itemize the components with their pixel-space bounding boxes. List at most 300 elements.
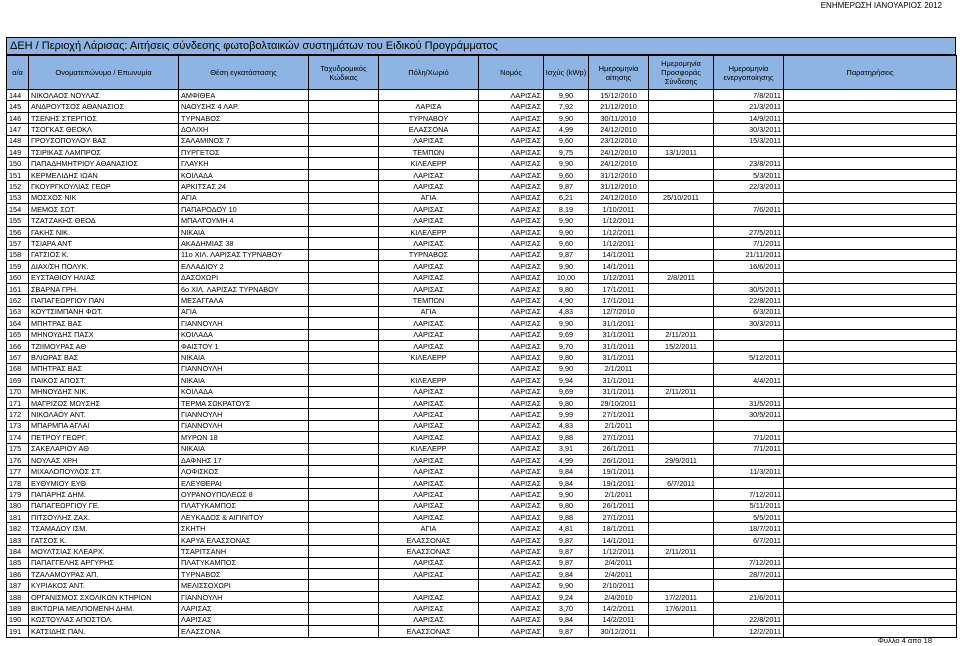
table-cell [309, 375, 379, 386]
table-cell [649, 238, 714, 249]
table-cell: 2/1/2011 [589, 420, 649, 431]
table-cell: ΛΕΥΚΑΔΟΣ & ΑΙΓΙΝΙΤΟΥ [179, 512, 309, 523]
table-cell: 2/8/2011 [649, 272, 714, 283]
table-cell: ΛΑΡΙΣΑΣ [479, 352, 544, 363]
table-cell: ΠΑΠΑΓΕΩΡΓΙΟΥ ΓΕ. [29, 500, 179, 511]
table-cell [784, 238, 957, 249]
table-cell: 15/12/2010 [589, 90, 649, 101]
table-cell: ΚΙΛΕΛΕΡΡ [379, 226, 479, 237]
table-cell: ΠΑΠΑΔΗΜΗΤΡΙΟΥ ΑΘΑΝΑΣΙΟΣ [29, 158, 179, 169]
table-cell [649, 534, 714, 545]
table-cell: ΝΑΟΥΣΗΣ 4 ΛΑΡ. [179, 101, 309, 112]
table-cell: ΓΑΤΣΟΣ Κ. [29, 534, 179, 545]
table-cell: 9,80 [544, 283, 589, 294]
table-cell: 7/1/2011 [714, 238, 784, 249]
table-cell: 18/1/2011 [589, 523, 649, 534]
table-cell: 17/2/2011 [649, 591, 714, 602]
table-cell: ΛΑΡΙΣΑΣ [179, 614, 309, 625]
table-cell: 174 [7, 432, 29, 443]
table-cell: ΝΙΚΑΙΑ [179, 443, 309, 454]
table-cell: ΛΑΡΙΣΑΣ [479, 409, 544, 420]
table-cell [309, 124, 379, 135]
update-note: ΕΝΗΜΕΡΩΣΗ ΙΑΝΟΥΑΡΙΟΣ 2012 [820, 1, 942, 10]
table-cell: ΚΙΛΕΛΕΡΡ [379, 352, 479, 363]
table-cell: ΚΙΛΕΛΕΡΡ [379, 443, 479, 454]
table-cell: 1/12/2011 [589, 215, 649, 226]
table-cell [649, 397, 714, 408]
table-cell: ΛΑΡΙΣΑΣ [479, 112, 544, 123]
table-cell: 25/10/2011 [649, 192, 714, 203]
table-cell [649, 500, 714, 511]
table-cell: ΛΑΡΙΣΑΣ [479, 512, 544, 523]
table-row [7, 238, 957, 249]
table-cell: 26/1/2011 [589, 443, 649, 454]
table-cell: 162 [7, 295, 29, 306]
table-cell: 150 [7, 158, 29, 169]
table-cell: ΛΑΡΙΣΑΣ [479, 261, 544, 272]
table-row [7, 90, 957, 101]
table-cell: ΛΑΡΙΣΑΣ [479, 226, 544, 237]
table-cell: 7/6/2011 [714, 204, 784, 215]
table-cell: ΛΑΡΙΣΑΣ [479, 420, 544, 431]
table-cell: 1/12/2011 [589, 546, 649, 557]
table-cell [309, 420, 379, 431]
table-row [7, 329, 957, 340]
table-cell: ΛΑΡΙΣΑΣ [479, 375, 544, 386]
table-row [7, 363, 957, 374]
table-cell: 27/1/2011 [589, 409, 649, 420]
table-cell: 7/1/2011 [714, 432, 784, 443]
table-cell [784, 249, 957, 260]
table-cell: ΛΑΡΙΣΑΣ [379, 489, 479, 500]
table-cell [309, 295, 379, 306]
table-cell: 148 [7, 135, 29, 146]
table-cell: ΜΠΗΤΡΑΣ ΒΑΣ [29, 363, 179, 374]
table-cell: 12/7/2010 [589, 306, 649, 317]
table-cell [649, 135, 714, 146]
table-cell: 190 [7, 614, 29, 625]
applications-table [6, 55, 957, 638]
table-cell [784, 420, 957, 431]
table-cell [784, 614, 957, 625]
table-cell: 31/1/2011 [589, 352, 649, 363]
table-cell: ΔΑΦΝΗΣ 17 [179, 455, 309, 466]
table-cell: 14/1/2011 [589, 534, 649, 545]
table-cell: 24/12/2010 [589, 147, 649, 158]
table-cell [309, 283, 379, 294]
table-cell [649, 626, 714, 637]
table-cell: ΦΑΙΣΤΟΥ 1 [179, 340, 309, 351]
table-cell: 29/10/2011 [589, 397, 649, 408]
table-cell [784, 397, 957, 408]
table-row [7, 215, 957, 226]
table-cell [784, 386, 957, 397]
table-cell [309, 455, 379, 466]
table-cell: ΝΟΥΛΑΣ ΧΡΗ [29, 455, 179, 466]
table-cell [309, 603, 379, 614]
column-header: α/α [7, 56, 29, 90]
table-cell: ΛΑΡΙΣΑΣ [479, 158, 544, 169]
column-header: Ταχυδρομικός Κώδικας [309, 56, 379, 90]
table-row [7, 112, 957, 123]
table-cell [379, 90, 479, 101]
table-cell: ΤΥΡΝΑΒΟΣ [179, 112, 309, 123]
table-cell: 5/5/2011 [714, 512, 784, 523]
table-cell: 27/1/2011 [589, 432, 649, 443]
table-cell [309, 352, 379, 363]
table-cell [649, 569, 714, 580]
table-cell: ΛΑΡΙΣΑΣ [479, 557, 544, 568]
table-cell: ΛΑΡΙΣΑΣ [479, 192, 544, 203]
table-cell: ΛΑΡΙΣΑΣ [379, 261, 479, 272]
table-row [7, 181, 957, 192]
table-cell: 1/10/2011 [589, 204, 649, 215]
column-header: Ονοματεπώνυμο / Επωνυμία [29, 56, 179, 90]
table-cell: 7,92 [544, 101, 589, 112]
table-cell: ΔΙΑΧ/ΣΗ ΠΟΛΥΚ. [29, 261, 179, 272]
table-cell [309, 226, 379, 237]
table-cell: ΛΑΡΙΣΑΣ [379, 409, 479, 420]
table-cell: 31/1/2011 [589, 375, 649, 386]
table-cell: 9,87 [544, 557, 589, 568]
table-cell [309, 261, 379, 272]
table-cell [784, 455, 957, 466]
table-cell: 9,88 [544, 432, 589, 443]
table-cell: 9,90 [544, 318, 589, 329]
table-cell: 184 [7, 546, 29, 557]
table-cell [309, 523, 379, 534]
table-cell [714, 363, 784, 374]
table-cell: 6/7/2011 [649, 477, 714, 488]
table-cell: 189 [7, 603, 29, 614]
table-cell [309, 204, 379, 215]
table-row [7, 569, 957, 580]
table-cell [309, 363, 379, 374]
table-cell: ΓΡΟΥΣΟΠΟΥΛΟΥ ΒΑΣ [29, 135, 179, 146]
table-row [7, 626, 957, 637]
table-cell: ΛΑΡΙΣΑΣ [479, 569, 544, 580]
table-cell: 166 [7, 340, 29, 351]
table-cell [784, 101, 957, 112]
table-cell [379, 580, 479, 591]
table-cell: ΛΑΡΙΣΑΣ [479, 489, 544, 500]
table-cell: ΤΥΡΝΑΒΟΣ [179, 569, 309, 580]
table-cell [714, 386, 784, 397]
table-row [7, 272, 957, 283]
table-cell: ΕΛΕΥΘΕΡΑΙ [179, 477, 309, 488]
table-cell: 9,87 [544, 534, 589, 545]
table-cell [784, 158, 957, 169]
table-cell: 9,24 [544, 591, 589, 602]
table-cell: 2/1/2011 [589, 489, 649, 500]
table-cell: 9,99 [544, 409, 589, 420]
table-cell: ΠΑΙΚΟΣ ΑΠΟΣΤ. [29, 375, 179, 386]
table-cell: 159 [7, 261, 29, 272]
table-cell: 178 [7, 477, 29, 488]
table-cell: ΛΑΡΙΣΑΣ [379, 432, 479, 443]
table-cell: 3,91 [544, 443, 589, 454]
table-cell: 9,80 [544, 352, 589, 363]
table-cell: 2/1/2011 [589, 363, 649, 374]
table-cell: ΜΟΥΛΤΣΙΑΣ ΚΛΕΑΡΧ. [29, 546, 179, 557]
table-cell [309, 249, 379, 260]
table-cell: 4,99 [544, 124, 589, 135]
table-cell: ΚΟΙΛΑΔΑ [179, 169, 309, 180]
table-cell: 154 [7, 204, 29, 215]
table-cell [309, 477, 379, 488]
table-cell: 9,90 [544, 489, 589, 500]
table-cell: 24/12/2010 [589, 192, 649, 203]
table-cell [784, 603, 957, 614]
table-cell: 28/7/2011 [714, 569, 784, 580]
table-cell [714, 420, 784, 431]
table-cell [309, 569, 379, 580]
table-cell: ΛΑΡΙΣΑΣ [479, 626, 544, 637]
table-cell: 170 [7, 386, 29, 397]
table-cell [714, 272, 784, 283]
table-cell: ΤΣΕΝΗΣ ΣΤΕΡΓΙΟΣ [29, 112, 179, 123]
table-cell: ΤΣΙΡΙΚΑΣ ΛΑΜΠΡΟΣ [29, 147, 179, 158]
table-cell: ΚΟΙΛΑΔΑ [179, 386, 309, 397]
table-cell [309, 318, 379, 329]
table-cell [649, 226, 714, 237]
table-cell: 168 [7, 363, 29, 374]
table-cell: 14/2/2011 [589, 603, 649, 614]
table-cell: 14/1/2011 [589, 261, 649, 272]
table-cell: ΛΑΡΙΣΑΣ [479, 340, 544, 351]
table-cell: 30/3/2011 [714, 124, 784, 135]
table-cell: 9,60 [544, 169, 589, 180]
table-cell [309, 500, 379, 511]
table-cell: ΜΕΛΙΣΣΟΧΩΡΙ [179, 580, 309, 591]
table-cell [309, 614, 379, 625]
table-cell: 9,84 [544, 477, 589, 488]
table-cell: 4,83 [544, 420, 589, 431]
table-cell: 22/8/2011 [714, 295, 784, 306]
table-cell: 172 [7, 409, 29, 420]
table-cell [649, 318, 714, 329]
table-row [7, 295, 957, 306]
table-cell: ΓΙΑΝΝΟΥΛΗ [179, 363, 309, 374]
table-row [7, 169, 957, 180]
table-cell [649, 420, 714, 431]
table-cell: ΛΑΡΙΣΑΣ [479, 386, 544, 397]
table-cell: 11/3/2011 [714, 466, 784, 477]
table-cell: 9,94 [544, 375, 589, 386]
table-cell: ΜΟΣΧΟΣ ΝΙΚ [29, 192, 179, 203]
table-cell [309, 192, 379, 203]
table-cell: ΜΠΑΛΤΟΥΜΗ 4 [179, 215, 309, 226]
table-cell [649, 557, 714, 568]
table-cell: ΜΥΡΩΝ 18 [179, 432, 309, 443]
table-cell: 186 [7, 569, 29, 580]
table-cell [309, 443, 379, 454]
table-cell: ΓΛΑΥΚΗ [179, 158, 309, 169]
column-header: Παρατηρήσεις [784, 56, 957, 90]
table-cell: ΕΥΣΤΑΘΙΟΥ ΗΛΙΑΣ [29, 272, 179, 283]
table-cell: 144 [7, 90, 29, 101]
table-cell: ΝΙΚΑΙΑ [179, 352, 309, 363]
table-cell: 29/9/2011 [649, 455, 714, 466]
table-cell: 30/3/2011 [714, 318, 784, 329]
table-cell [309, 147, 379, 158]
table-cell: ΛΑΡΙΣΑΣ [479, 306, 544, 317]
table-cell [784, 443, 957, 454]
table-row [7, 204, 957, 215]
table-cell: ΑΓΙΑ [179, 192, 309, 203]
table-cell [784, 135, 957, 146]
table-row [7, 489, 957, 500]
table-cell: ΤΖΑΤΖΑΚΗΣ ΘΕΟΔ [29, 215, 179, 226]
table-cell [784, 363, 957, 374]
table-cell [714, 329, 784, 340]
table-cell: ΣΑΚΕΛΑΡΙΟΥ ΑΘ [29, 443, 179, 454]
table-cell: 9,69 [544, 329, 589, 340]
table-cell [309, 340, 379, 351]
table-cell: ΛΑΡΙΣΑΣ [379, 477, 479, 488]
table-cell: ΓΙΑΝΝΟΥΛΗ [179, 420, 309, 431]
table-cell [784, 226, 957, 237]
table-cell: ΛΑΡΙΣΑΣ [379, 512, 479, 523]
table-cell: 152 [7, 181, 29, 192]
table-cell: 157 [7, 238, 29, 249]
table-cell: ΠΑΠΑΡΟΔΟΥ 10 [179, 204, 309, 215]
table-cell: ΚΟΙΛΑΔΑ [179, 329, 309, 340]
column-header: Νομός [479, 56, 544, 90]
table-cell: 191 [7, 626, 29, 637]
table-cell: ΛΑΡΙΣΑΣ [379, 420, 479, 431]
table-cell: ΛΑΡΙΣΑΣ [379, 204, 479, 215]
table-cell [784, 283, 957, 294]
table-cell: ΜΙΧΑΛΟΠΟΥΛΟΣ ΣΤ. [29, 466, 179, 477]
table-cell: ΛΑΡΙΣΑΣ [379, 329, 479, 340]
table-cell: 9,88 [544, 512, 589, 523]
table-cell: 31/1/2011 [589, 386, 649, 397]
table-cell: 30/12/2011 [589, 626, 649, 637]
table-cell: 146 [7, 112, 29, 123]
table-row [7, 614, 957, 625]
table-cell [784, 591, 957, 602]
table-cell [784, 147, 957, 158]
table-cell: 11ο ΧΙΛ. ΛΑΡΙΣΑΣ ΤΥΡΝΑΒΟΥ [179, 249, 309, 260]
table-cell [784, 489, 957, 500]
column-header: Ισχύς (kWp) [544, 56, 589, 90]
table-cell: 9,84 [544, 569, 589, 580]
table-cell: 13/1/2011 [649, 147, 714, 158]
table-cell [309, 329, 379, 340]
table-cell [649, 204, 714, 215]
table-cell: ΝΙΚΟΛΑΟΣ ΝΟΥΛΑΣ [29, 90, 179, 101]
table-cell [649, 90, 714, 101]
table-row [7, 443, 957, 454]
table-cell: 2/11/2011 [649, 329, 714, 340]
table-cell: 183 [7, 534, 29, 545]
table-cell: 151 [7, 169, 29, 180]
table-cell [714, 546, 784, 557]
table-cell: ΛΑΡΙΣΑΣ [479, 283, 544, 294]
table-cell: 5/12/2011 [714, 352, 784, 363]
table-cell: ΛΑΡΙΣΑΣ [379, 466, 479, 477]
table-cell: 9,60 [544, 238, 589, 249]
table-cell: 14/1/2011 [589, 249, 649, 260]
table-cell: 9,80 [544, 500, 589, 511]
table-cell: ΚΟΥΤΣΙΜΠΑΝΗ ΦΩΤ. [29, 306, 179, 317]
table-cell: 187 [7, 580, 29, 591]
table-cell [714, 215, 784, 226]
table-row [7, 557, 957, 568]
table-cell: 145 [7, 101, 29, 112]
table-cell [784, 318, 957, 329]
table-cell: 10,00 [544, 272, 589, 283]
table-cell: ΕΛΑΣΣΟΝΑΣ [379, 534, 479, 545]
table-cell: 2/4/2011 [589, 569, 649, 580]
table-cell: ΛΑΡΙΣΑΣ [479, 329, 544, 340]
table-cell: ΛΑΡΙΣΑΣ [479, 363, 544, 374]
table-cell: ΛΑΡΙΣΑ [379, 101, 479, 112]
table-cell: 4/4/2011 [714, 375, 784, 386]
table-cell [784, 512, 957, 523]
table-cell: 12/2/2011 [714, 626, 784, 637]
table-cell: ΛΑΡΙΣΑΣ [379, 272, 479, 283]
table-row [7, 306, 957, 317]
table-cell [309, 272, 379, 283]
table-cell [649, 432, 714, 443]
table-cell: ΔΟΛΙΧΗ [179, 124, 309, 135]
table-cell: ΛΑΡΙΣΑΣ [379, 386, 479, 397]
table-cell: ΣΒΑΡΝΑ ΓΡΗ. [29, 283, 179, 294]
table-cell [649, 466, 714, 477]
table-cell: ΠΥΡΓΕΤΟΣ [179, 147, 309, 158]
table-cell: ΜΗΝΟΥΔΗΣ ΠΑΣΧ [29, 329, 179, 340]
table-cell: ΛΑΡΙΣΑΣ [479, 580, 544, 591]
table-cell: ΑΓΙΑ [379, 306, 479, 317]
table-cell: 2/10/2011 [589, 580, 649, 591]
table-cell: 9,90 [544, 158, 589, 169]
table-cell: 21/11/2011 [714, 249, 784, 260]
table-cell [649, 181, 714, 192]
table-cell: 17/1/2011 [589, 295, 649, 306]
table-cell: ΕΛΑΣΣΟΝΑΣ [379, 626, 479, 637]
table-cell: ΟΥΡΑΝΟΥΠΟΛΕΩΣ 8 [179, 489, 309, 500]
table-cell [309, 626, 379, 637]
table-cell: 153 [7, 192, 29, 203]
table-cell [309, 512, 379, 523]
table-cell [649, 512, 714, 523]
table-row [7, 477, 957, 488]
table-cell: ΠΑΠΑΓΓΕΛΗΣ ΑΡΓΥΡΗΣ [29, 557, 179, 568]
table-cell: 164 [7, 318, 29, 329]
table-cell: ΤΕΜΠΩΝ [379, 147, 479, 158]
table-cell [784, 546, 957, 557]
table-cell: ΤΥΡΝΑΒΟΣ [379, 249, 479, 260]
table-cell: 26/1/2011 [589, 500, 649, 511]
table-row [7, 386, 957, 397]
table-row [7, 432, 957, 443]
table-cell [784, 261, 957, 272]
table-cell: 177 [7, 466, 29, 477]
table-cell: 9,70 [544, 340, 589, 351]
table-cell: ΛΑΡΙΣΑΣ [379, 135, 479, 146]
table-cell: ΛΑΡΙΣΑΣ [379, 169, 479, 180]
table-cell [309, 135, 379, 146]
table-row [7, 591, 957, 602]
table-cell: ΓΑΚΗΣ ΝΙΚ. [29, 226, 179, 237]
table-cell: ΚΑΤΣΙΔΗΣ ΠΑΝ. [29, 626, 179, 637]
table-cell: ΑΝΔΡΟΥΤΣΟΣ ΑΘΑΝΑΣΙΟΣ [29, 101, 179, 112]
table-cell: 23/12/2010 [589, 135, 649, 146]
table-cell: ΑΚΑΔΗΜΙΑΣ 38 [179, 238, 309, 249]
table-cell: 147 [7, 124, 29, 135]
